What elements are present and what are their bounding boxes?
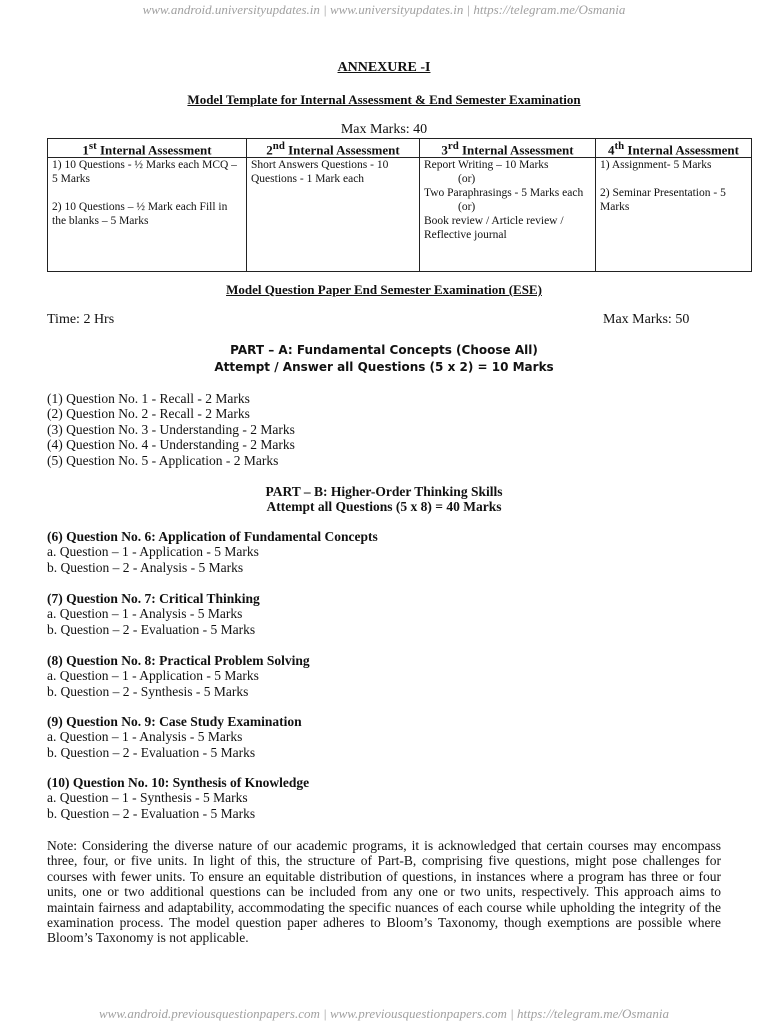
table-header-row	[48, 139, 752, 158]
list-item: (2) Question No. 2 - Recall - 2 Marks	[47, 406, 250, 422]
annexure-title: ANNEXURE -I	[337, 60, 431, 75]
question-part-b: b. Question – 2 - Evaluation - 5 Marks	[47, 744, 256, 760]
ia-cell-3	[420, 158, 596, 272]
ia4-line2: 2) Seminar Presentation - 5 Marks	[600, 187, 726, 214]
question-title: (6) Question No. 6: Application of Fundamental Concepts	[47, 529, 378, 544]
question-part-a: a. Question – 1 - Synthesis - 5 Marks	[47, 790, 248, 806]
question-part-a: a. Question – 1 - Application - 5 Marks	[47, 544, 259, 560]
ia1-line2: 2) 10 Questions – ½ Mark each Fill in the blanks – 5 Marks	[52, 201, 228, 228]
ia-max-marks: Max Marks: 40	[340, 122, 428, 137]
part-b-question-10	[47, 775, 309, 821]
ia1-line1: 1) 10 Questions - ½ Marks each MCQ – 5 Marks	[52, 159, 237, 186]
ia-cell-2	[247, 158, 420, 272]
question-part-b: b. Question – 2 - Synthesis - 5 Marks	[47, 683, 249, 699]
list-item: (4) Question No. 4 - Understanding - 2 Marks	[47, 437, 295, 453]
ia3-or1: (or)	[458, 173, 476, 186]
part-b-instruction: Attempt all Questions (5 x 8) = 40 Marks	[266, 499, 502, 514]
part-a-heading: PART – A: Fundamental Concepts (Choose All)	[230, 343, 538, 357]
list-item: (1) Question No. 1 - Recall - 2 Marks	[47, 391, 250, 406]
ia-col-header-2: 2nd Internal Assessment	[247, 139, 420, 158]
part-b-question-9	[47, 714, 302, 760]
part-b-question-8	[47, 653, 310, 699]
question-part-b: b. Question – 2 - Evaluation - 5 Marks	[47, 805, 256, 821]
part-b-question-7	[47, 591, 260, 637]
question-part-a: a. Question – 1 - Analysis - 5 Marks	[47, 606, 243, 622]
list-item: (5) Question No. 5 - Application - 2 Marks	[47, 452, 279, 468]
ese-max-marks: Max Marks: 50	[603, 312, 690, 327]
internal-assessment-table	[47, 138, 752, 272]
question-part-b: b. Question – 2 - Analysis - 5 Marks	[47, 559, 244, 575]
question-title: (9) Question No. 9: Case Study Examination	[47, 714, 302, 729]
ia-col-header-3: 3rd Internal Assessment	[420, 139, 596, 158]
part-a-list	[47, 391, 295, 468]
question-title: (7) Question No. 7: Critical Thinking	[47, 591, 260, 606]
ia3-line3: Book review / Article review / Reflective journal	[424, 215, 564, 242]
template-subtitle: Model Template for Internal Assessment & End Semester Examination	[187, 92, 581, 107]
list-item: (3) Question No. 3 - Understanding - 2 Marks	[47, 421, 295, 437]
ia-cell-4	[596, 158, 752, 272]
question-part-b: b. Question – 2 - Evaluation - 5 Marks	[47, 621, 256, 637]
ese-title: Model Question Paper End Semester Examination (ESE)	[226, 282, 542, 297]
question-part-a: a. Question – 1 - Analysis - 5 Marks	[47, 729, 243, 745]
ese-time: Time: 2 Hrs	[47, 312, 115, 327]
ia-col-header-4: 4th Internal Assessment	[596, 139, 752, 158]
watermark-top: www.android.universityupdates.in | www.universityupdates.in | https://telegram.me/Osmania	[142, 2, 626, 17]
watermark-bottom: www.android.previousquestionpapers.com | www.previousquestionpapers.com | https://telegram.me/Osmania	[99, 1006, 669, 1021]
ia2-line1: Short Answers Questions - 10 Questions - 1 Mark each	[251, 159, 389, 186]
question-title: (8) Question No. 8: Practical Problem Solving	[47, 653, 310, 668]
part-a-instruction: Attempt / Answer all Questions (5 x 2) = 10 Marks	[214, 360, 554, 374]
ia-cell-1	[48, 158, 247, 272]
question-title: (10) Question No. 10: Synthesis of Knowledge	[47, 775, 310, 790]
question-part-a: a. Question – 1 - Application - 5 Marks	[47, 668, 259, 684]
ia3-line1: Report Writing – 10 Marks	[424, 159, 549, 172]
ia-col-header-1: 1st Internal Assessment	[48, 139, 247, 158]
note-paragraph: Note: Considering the diverse nature of our academic programs, it is acknowledged that certain courses may encompass three, four, or five units. In light of this, the structure of Part-B, comprising five questions, might pose challenges for courses with fewer units. To ensure an equitable distribution of questions, in instances where a program has three or four units, one or two additional questions can be included from any one or two units, respectively. This approach aims to maintain fairness and adaptability, accommodating the specific nuances of each course while upholding the integrity of the examination process. The model question paper adheres to Bloom’s Taxonomy, though exemptions are possible where Bloom’s Taxonomy is not applicable.	[47, 838, 721, 946]
ia3-line2: Two Paraphrasings - 5 Marks each	[424, 187, 584, 200]
part-b-heading: PART – B: Higher-Order Thinking Skills	[265, 484, 503, 499]
part-b-question-6	[47, 529, 378, 575]
ia3-or2: (or)	[458, 201, 476, 214]
ia4-line1: 1) Assignment- 5 Marks	[600, 159, 712, 172]
table-row	[48, 158, 752, 272]
